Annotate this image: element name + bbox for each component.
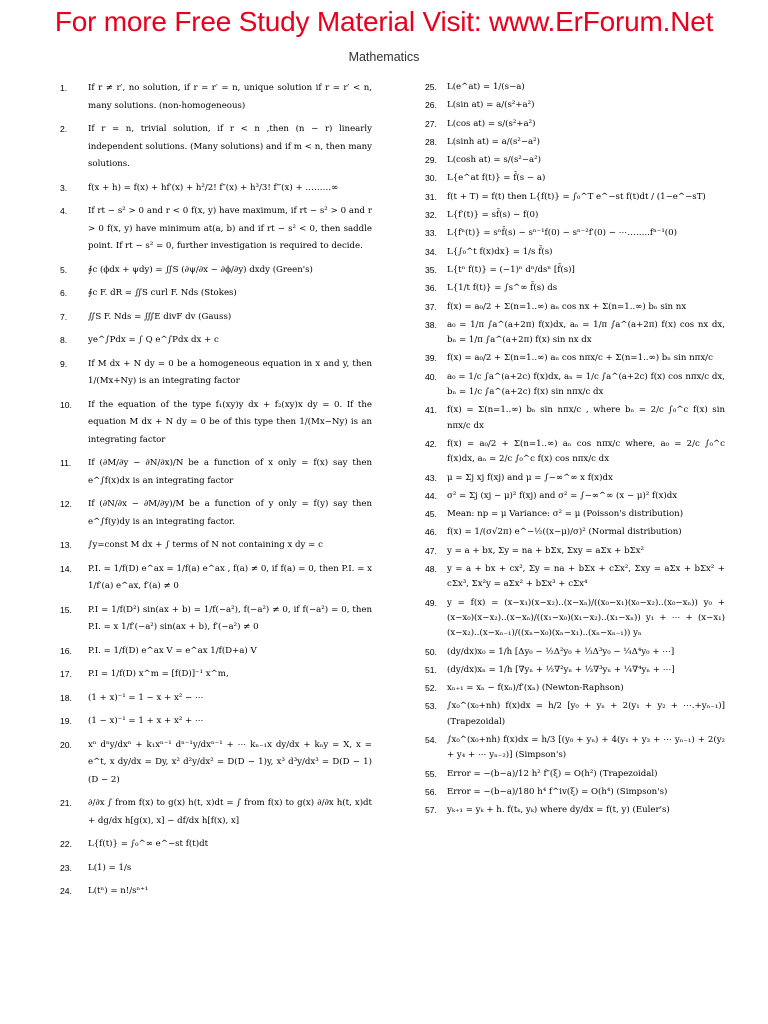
- formula-text: f(t + T) = f(t) then L{f(t)} = ∫₀^T e^−st f(t)dt / (1−e^−sT): [447, 191, 706, 202]
- formula-text: f(x + h) = f(x) + hf′(x) + h²/2! f″(x) + h³/3! f‴(x) + ………∞: [88, 182, 339, 193]
- formula-text: L{1/t f(t)} = ∫s^∞ f̄(s) ds: [447, 283, 558, 294]
- formula-text: y = a + bx + cx², Σy = na + bΣx + cΣx², Σxy = aΣx + bΣx² + cΣx³, Σx²y = aΣx² + bΣx³ + cΣx⁴: [447, 564, 725, 590]
- formula-number: 46.: [425, 527, 437, 538]
- formula-item: [425, 171, 725, 186]
- formula-text: If r = n, trivial solution, if r < n ,then (n − r) linearly independent solutions. (Many solutions) and if m < n, then many solutions.: [88, 124, 372, 169]
- formula-item: [425, 681, 725, 696]
- formula-text: ∮c (ϕdx + ψdy) = ∬S (∂ψ/∂x − ∂ϕ/∂y) dxdy (Green's): [88, 264, 313, 275]
- formula-number: 45.: [425, 509, 437, 520]
- formula-text: (1 − x)⁻¹ = 1 + x + x² + ⋯: [88, 716, 204, 726]
- formula-number: 49.: [425, 597, 437, 608]
- formula-number: 5.: [60, 264, 68, 275]
- formula-number: 36.: [425, 283, 437, 294]
- formula-number: 11.: [60, 458, 72, 468]
- formula-text: (dy/dx)xₙ = 1/h [∇yₙ + ½∇²yₙ + ⅓∇³yₙ + ¼∇⁴yₙ + ⋯]: [447, 664, 675, 675]
- formula-text: yₖ₊₁ = yₖ + h. f(tₖ, yₖ) where dy/dx = f(t, y) (Euler's): [447, 805, 670, 816]
- formula-text: If r ≠ r′, no solution, if r = r′ = n, unique solution if r = r′ < n, many solutions. (non-homogeneous): [88, 83, 372, 111]
- formula-number: 1.: [60, 83, 68, 93]
- formula-item: [425, 117, 725, 132]
- formula-text: If M dx + N dy = 0 be a homogeneous equation in x and y, then 1/(Mx+Ny) is an integrating factor: [88, 358, 372, 386]
- formula-text: L{f(t)} = ∫₀^∞ e^−st f(t)dt: [88, 839, 209, 849]
- formula-item: [60, 836, 372, 854]
- formula-item: [60, 602, 372, 637]
- formula-item: [425, 525, 725, 540]
- formula-text: L(cos at) = s/(s²+a²): [447, 118, 536, 129]
- formula-text: L(e^at) = 1/(s−a): [447, 82, 525, 92]
- formula-text: Mean: np = μ Variance: σ² = μ (Poisson's distribution): [447, 509, 684, 520]
- formula-text: Error = −(b−a)/180 h⁴ f^iv(ξ) = O(h⁴) (Simpson's): [447, 786, 668, 797]
- formula-item: [60, 537, 372, 555]
- formula-text: xⁿ dⁿy/dxⁿ + k₁xⁿ⁻¹ dⁿ⁻¹y/dxⁿ⁻¹ + ⋯ kₙ₋₁x dy/dx + kₙy = X, x = e^t, x dy/dx = Dy, x² d²y/dx² = D(D − 1)y, x³ d³y/dx³ = D(D − 1)(D − 2): [88, 739, 372, 785]
- formula-number: 53.: [425, 701, 437, 712]
- formula-number: 56.: [425, 786, 437, 797]
- formula-item: [60, 690, 372, 708]
- formula-text: L(sinh at) = a/(s²−a²): [447, 136, 540, 147]
- formula-text: If rt − s² > 0 and r < 0 f(x, y) have maximum, if rt − s² > 0 and r > 0 f(x, y) have minimum at(a, b) and if rt − s² < 0, then saddle point. If rt − s² = 0, further investigation is required to decide.: [88, 206, 372, 251]
- formula-text: xₙ₊₁ = xₙ − f(xₙ)/f′(xₙ) (Newton-Raphson): [447, 683, 624, 694]
- formula-item: [60, 455, 372, 490]
- formula-text: ∫x₀^(x₀+nh) f(x)dx = h/3 [(y₀ + yₙ) + 4(y₁ + y₃ + ⋯ yₙ₋₁) + 2(y₂ + y₄ + ⋯ yₙ₋₂)] (Simpson's): [447, 734, 725, 761]
- formula-number: 41.: [425, 405, 437, 416]
- formula-text: P.I. = 1/f(D) e^ax V = e^ax 1/f(D+a) V: [88, 645, 257, 656]
- formula-text: ∮c F. dR = ∬S curl F. Nds (Stokes): [88, 288, 237, 298]
- formula-item: [60, 643, 372, 661]
- formula-number: 18.: [60, 692, 72, 703]
- formula-text: P.I = 1/f(D) x^m = [f(D)]⁻¹ x^m,: [88, 669, 229, 679]
- formula-item: [60, 203, 372, 256]
- formula-number: 39.: [425, 353, 437, 364]
- formula-number: 52.: [425, 683, 437, 694]
- formula-item: [425, 318, 725, 349]
- formula-number: 30.: [425, 173, 437, 184]
- formula-item: [425, 767, 725, 782]
- formula-number: 13.: [60, 540, 72, 550]
- formula-number: 9.: [60, 358, 68, 369]
- formula-number: 2.: [60, 124, 68, 134]
- formula-number: 42.: [425, 438, 437, 449]
- formula-item: [425, 245, 725, 260]
- formula-text: L{fⁿ(t)} = sⁿf̄(s) − sⁿ⁻¹f(0) − sⁿ⁻²f′(0) − ⋯……..fⁿ⁻¹(0): [447, 228, 677, 239]
- formula-item: [425, 98, 725, 113]
- formula-item: [425, 263, 725, 278]
- formula-number: 24.: [60, 886, 72, 896]
- promo-banner[interactable]: For more Free Study Material Visit: www.ErForum.Net: [54, 6, 714, 37]
- formula-number: 16.: [60, 645, 72, 656]
- formula-number: 37.: [425, 301, 437, 312]
- formula-item: [425, 80, 725, 95]
- formula-number: 40.: [425, 371, 437, 382]
- formula-text: a₀ = 1/c ∫a^(a+2c) f(x)dx, aₙ = 1/c ∫a^(a+2c) f(x) cos nπx/c dx, bₙ = 1/c ∫a^(a+2c) f(x) sin nπx/c dx: [447, 371, 725, 398]
- formula-text: ∫x₀^(x₀+nh) f(x)dx = h/2 [y₀ + yₙ + 2(y₁ + y₂ + ⋯.+yₙ₋₁)] (Trapezoidal): [447, 701, 725, 727]
- formula-number: 23.: [60, 862, 72, 873]
- formula-item: [60, 496, 372, 531]
- formula-text: ∬S F. Nds = ∭E divF dv (Gauss): [88, 311, 232, 322]
- formula-item: [60, 180, 372, 198]
- formula-item: [425, 208, 725, 223]
- formula-list-right: [425, 80, 725, 821]
- formula-text: L(cosh at) = s/(s²−a²): [447, 155, 541, 166]
- formula-number: 33.: [425, 228, 437, 239]
- formula-number: 3.: [60, 182, 68, 193]
- formula-item: [425, 803, 725, 818]
- formula-item: [425, 596, 725, 642]
- formula-number: 29.: [425, 155, 437, 166]
- formula-number: 6.: [60, 288, 68, 298]
- formula-number: 27.: [425, 118, 437, 129]
- formula-text: Error = −(b−a)/12 h² f″(ξ) = O(h²) (Trapezoidal): [447, 768, 658, 779]
- formula-number: 48.: [425, 564, 437, 575]
- formula-item: [425, 351, 725, 366]
- formula-item: [425, 663, 725, 678]
- formula-item: [60, 883, 372, 901]
- formula-text: f(x) = a₀/2 + Σ(n=1..∞) aₙ cos nπx/c where, a₀ = 2/c ∫₀^c f(x)dx, aₙ = 2/c ∫₀^c f(x) cos nπx/c dx: [447, 438, 725, 465]
- formula-number: 8.: [60, 335, 68, 345]
- formula-item: [425, 489, 725, 504]
- formula-number: 17.: [60, 669, 72, 679]
- formula-item: [425, 300, 725, 315]
- formula-number: 20.: [60, 739, 72, 750]
- formula-number: 35.: [425, 264, 437, 275]
- formula-item: [60, 80, 372, 115]
- formula-number: 14.: [60, 563, 72, 574]
- formula-item: [60, 309, 372, 327]
- formula-item: [425, 733, 725, 764]
- formula-text: ∫y=const M dx + ∫ terms of N not containing x dy = c: [88, 540, 323, 550]
- formula-number: 34.: [425, 246, 437, 257]
- formula-text: If (∂M/∂y − ∂N/∂x)/N be a function of x only = f(x) say then e^∫f(x)dx is an integrating factor: [88, 458, 372, 486]
- formula-text: μ = Σj xj f(xj) and μ = ∫−∞^∞ x f(x)dx: [447, 472, 613, 483]
- formula-text: L{∫₀^t f(x)dx} = 1/s f̄(s): [447, 246, 553, 257]
- formula-number: 15.: [60, 604, 72, 615]
- formula-item: [425, 135, 725, 150]
- formula-number: 31.: [425, 191, 437, 202]
- formula-number: 26.: [425, 100, 437, 111]
- formula-item: [60, 737, 372, 790]
- formula-number: 47.: [425, 545, 437, 556]
- formula-number: 7.: [60, 311, 68, 322]
- formula-item: [425, 403, 725, 434]
- formula-number: 44.: [425, 490, 437, 501]
- formula-item: [60, 397, 372, 450]
- formula-number: 21.: [60, 798, 72, 808]
- formula-number: 19.: [60, 716, 72, 726]
- formula-text: If the equation of the type f₁(xy)y dx + f₂(xy)x dy = 0. If the equation M dx + N dy = 0 be of this type then 1/(Mx−Ny) is an integrating factor: [88, 399, 372, 445]
- formula-text: If (∂N/∂x − ∂M/∂y)/M be a function of y only = f(y) say then e^∫f(y)dy is an integrating factor.: [88, 499, 372, 527]
- formula-item: [425, 471, 725, 486]
- formula-number: 51.: [425, 664, 437, 675]
- formula-text: ∂/∂x ∫ from f(x) to g(x) h(t, x)dt = ∫ from f(x) to g(x) ∂/∂x h(t, x)dt + dg/dx h[g(x), x] − df/dx h[f(x), x]: [88, 798, 372, 826]
- formula-number: 54.: [425, 734, 437, 745]
- formula-text: f(x) = a₀/2 + Σ(n=1..∞) aₙ cos nx + Σ(n=1..∞) bₙ sin nx: [447, 301, 687, 312]
- formula-text: L(1) = 1/s: [88, 862, 132, 873]
- formula-item: [60, 356, 372, 391]
- formula-text: σ² = Σj (xj − μ)² f(xj) and σ² = ∫−∞^∞ (x − μ)² f(x)dx: [447, 490, 678, 501]
- formula-number: 50.: [425, 646, 437, 657]
- formula-text: (dy/dx)x₀ = 1/h [Δy₀ − ½Δ²y₀ + ⅓Δ³y₀ − ¼Δ⁴y₀ + ⋯]: [447, 646, 675, 657]
- formula-text: L{f′(t)} = sf̄(s) − f(0): [447, 210, 539, 221]
- formula-text: P.I = 1/f(D²) sin(ax + b) = 1/f(−a²), f(−a²) ≠ 0, if f(−a²) = 0, then P.I. = x 1/f′(−a²) sin(ax + b), f′(−a²) ≠ 0: [88, 604, 372, 632]
- formula-text: P.I. = 1/f(D) e^ax = 1/f(a) e^ax , f(a) ≠ 0, if f(a) = 0, then P.I. = x 1/f′(a) e^ax, f′(a) ≠ 0: [88, 563, 372, 591]
- formula-number: 38.: [425, 319, 437, 330]
- formula-number: 22.: [60, 839, 72, 849]
- formula-number: 4.: [60, 206, 68, 216]
- formula-list-left: [60, 80, 372, 907]
- formula-item: [425, 226, 725, 241]
- formula-item: [60, 795, 372, 830]
- formula-text: a₀ = 1/π ∫a^(a+2π) f(x)dx, aₙ = 1/π ∫a^(a+2π) f(x) cos nx dx, bₙ = 1/π ∫a^(a+2π) f(x) sin nx dx: [447, 319, 725, 346]
- formula-number: 12.: [60, 499, 72, 509]
- formula-text: y = f(x) = (x−x₁)(x−x₂)..(x−xₙ)/((x₀−x₁)(x₀−x₂)..(x₀−xₙ)) y₀ + (x−x₀)(x−x₂)..(x−xₙ)/((x₁−x₀)(x₁−x₂)..(x₁−xₙ)) y₁ + ⋯ + (x−x₁)(x−x₂)..(x−xₙ₋₁)/((xₙ−x₀)(xₙ−x₁)..(xₙ−xₙ₋₁)) yₙ: [447, 597, 725, 639]
- formula-text: L(tⁿ) = n!/sⁿ⁺¹: [88, 886, 149, 896]
- formula-text: f(x) = Σ(n=1..∞) bₙ sin nπx/c , where bₙ = 2/c ∫₀^c f(x) sin nπx/c dx: [447, 405, 725, 431]
- formula-item: [60, 860, 372, 878]
- formula-item: [60, 561, 372, 596]
- formula-item: [425, 785, 725, 800]
- formula-item: [425, 190, 725, 205]
- formula-text: L{tⁿ f(t)} = (−1)ⁿ dⁿ/dsⁿ [f̄(s)]: [447, 264, 575, 275]
- formula-text: L{e^at f(t)} = f̄(s − a): [447, 173, 546, 184]
- formula-item: [60, 121, 372, 174]
- formula-text: f(x) = a₀/2 + Σ(n=1..∞) aₙ cos nπx/c + Σ(n=1..∞) bₙ sin nπx/c: [447, 353, 713, 364]
- formula-item: [60, 332, 372, 350]
- formula-number: 32.: [425, 210, 437, 221]
- formula-text: f(x) = 1/(σ√2π) e^−½((x−μ)/σ)² (Normal distribution): [447, 527, 682, 538]
- formula-item: [60, 713, 372, 731]
- formula-text: (1 + x)⁻¹ = 1 − x + x² − ⋯: [88, 692, 204, 703]
- formula-item: [60, 285, 372, 303]
- formula-text: L(sin at) = a/(s²+a²): [447, 100, 535, 111]
- subject-heading: Mathematics: [348, 50, 420, 64]
- formula-number: 25.: [425, 82, 437, 92]
- formula-text: ye^∫Pdx = ∫ Q e^∫Pdx dx + c: [88, 335, 219, 345]
- formula-text: y = a + bx, Σy = na + bΣx, Σxy = aΣx + bΣx²: [447, 545, 644, 556]
- formula-item: [425, 699, 725, 730]
- formula-item: [425, 507, 725, 522]
- formula-item: [60, 262, 372, 280]
- formula-item: [425, 544, 725, 559]
- formula-item: [60, 666, 372, 684]
- formula-item: [425, 281, 725, 296]
- formula-item: [425, 370, 725, 401]
- formula-item: [425, 562, 725, 593]
- formula-number: 57.: [425, 805, 437, 816]
- formula-number: 10.: [60, 399, 72, 410]
- formula-item: [425, 153, 725, 168]
- formula-item: [425, 645, 725, 660]
- formula-number: 55.: [425, 768, 437, 779]
- formula-number: 28.: [425, 136, 437, 147]
- formula-item: [425, 437, 725, 468]
- formula-number: 43.: [425, 472, 437, 483]
